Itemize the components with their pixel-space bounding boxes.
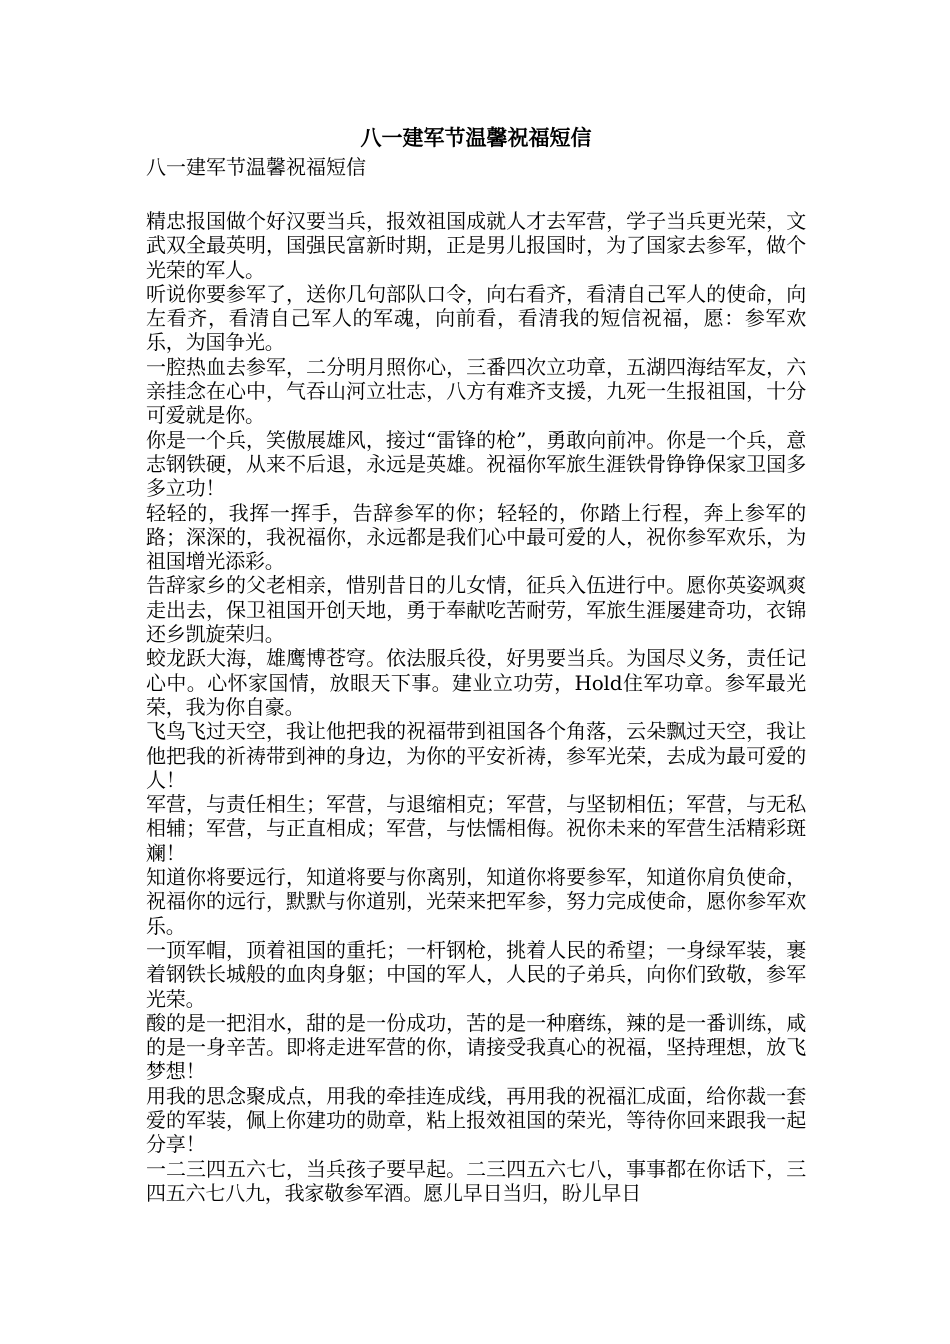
paragraph: 蛟龙跃大海，雄鹰博苍穹。依法服兵役，好男要当兵。为国尽义务，责任记心中。心怀家国情，放眼天下事。建业立功劳，Hold住军功章。参军最光荣，我为你自豪。	[146, 646, 806, 719]
paragraph: 听说你要参军了，送你几句部队口令，向右看齐，看清自己军人的使命，向左看齐，看清自己军人的军魂，向前看，看清我的短信祝福，愿：参军欢乐，为国争光。	[146, 281, 806, 355]
paragraph: 军营，与责任相生；军营，与退缩相克；军营，与坚韧相伍；军营，与无私相辅；军营，与正直相成；军营，与怯懦相侮。祝你未来的军营生活精彩斑斓！	[146, 792, 806, 865]
paragraph: 飞鸟飞过天空，我让他把我的祝福带到祖国各个角落，云朵飘过天空，我让他把我的祈祷带到神的身边，为你的平安祈祷，参军光荣，去成为最可爱的人！	[146, 719, 806, 792]
document-body	[146, 123, 806, 1205]
paragraph: 用我的思念聚成点，用我的牵挂连成线，再用我的祝福汇成面，给你裁一套爱的军装，佩上你建功的勋章，粘上报效祖国的荣光，等待你回来跟我一起分享！	[146, 1083, 806, 1157]
paragraph: 你是一个兵，笑傲展雄风，接过“雷锋的枪”，勇敢向前冲。你是一个兵，意志钢铁硬，从来不后退，永远是英雄。祝福你军旅生涯铁骨铮铮保家卫国多多立功！	[146, 427, 806, 501]
paragraph: 精忠报国做个好汉要当兵，报效祖国成就人才去军营，学子当兵更光荣，文武双全最英明，国强民富新时期，正是男儿报国时，为了国家去参军，做个光荣的军人。	[146, 209, 806, 282]
paragraph: 知道你将要远行，知道将要与你离别，知道你将要参军，知道你肩负使命，祝福你的远行，默默与你道别，光荣来把军参，努力完成使命，愿你参军欢乐。	[146, 865, 806, 938]
document-title: 八一建军节温馨祝福短信	[360, 125, 592, 150]
paragraph: 轻轻的，我挥一挥手，告辞参军的你；轻轻的，你踏上行程，奔上参军的路；深深的，我祝福你，永远都是我们心中最可爱的人，祝你参军欢乐，为祖国增光添彩。	[146, 500, 806, 574]
paragraph: 一顶军帽，顶着祖国的重托；一杆钢枪，挑着人民的希望；一身绿军装，裹着钢铁长城般的血肉身躯；中国的军人，人民的子弟兵，向你们致敬，参军光荣。	[146, 937, 806, 1011]
document-subtitle: 八一建军节温馨祝福短信	[146, 155, 366, 179]
paragraph: 告辞家乡的父老相亲，惜别昔日的儿女情，征兵入伍进行中。愿你英姿飒爽走出去，保卫祖国开创天地，勇于奉献吃苦耐劳，军旅生涯屡建奇功，衣锦还乡凯旋荣归。	[146, 573, 806, 647]
paragraph: 一二三四五六七，当兵孩子要早起。二三四五六七八，事事都在你话下，三四五六七八九，我家敬参军酒。愿儿早日当归，盼儿早日	[146, 1156, 806, 1205]
paragraph: 酸的是一把泪水，甜的是一份成功，苦的是一种磨练，辣的是一番训练，咸的是一身辛苦。即将走进军营的你，请接受我真心的祝福，坚持理想，放飞梦想！	[146, 1010, 806, 1084]
blank-line	[146, 181, 806, 209]
paragraph: 一腔热血去参军，二分明月照你心，三番四次立功章，五湖四海结军友，六亲挂念在心中，气吞山河立壮志，八方有难齐支援，九死一生报祖国，十分可爱就是你。	[146, 354, 806, 428]
